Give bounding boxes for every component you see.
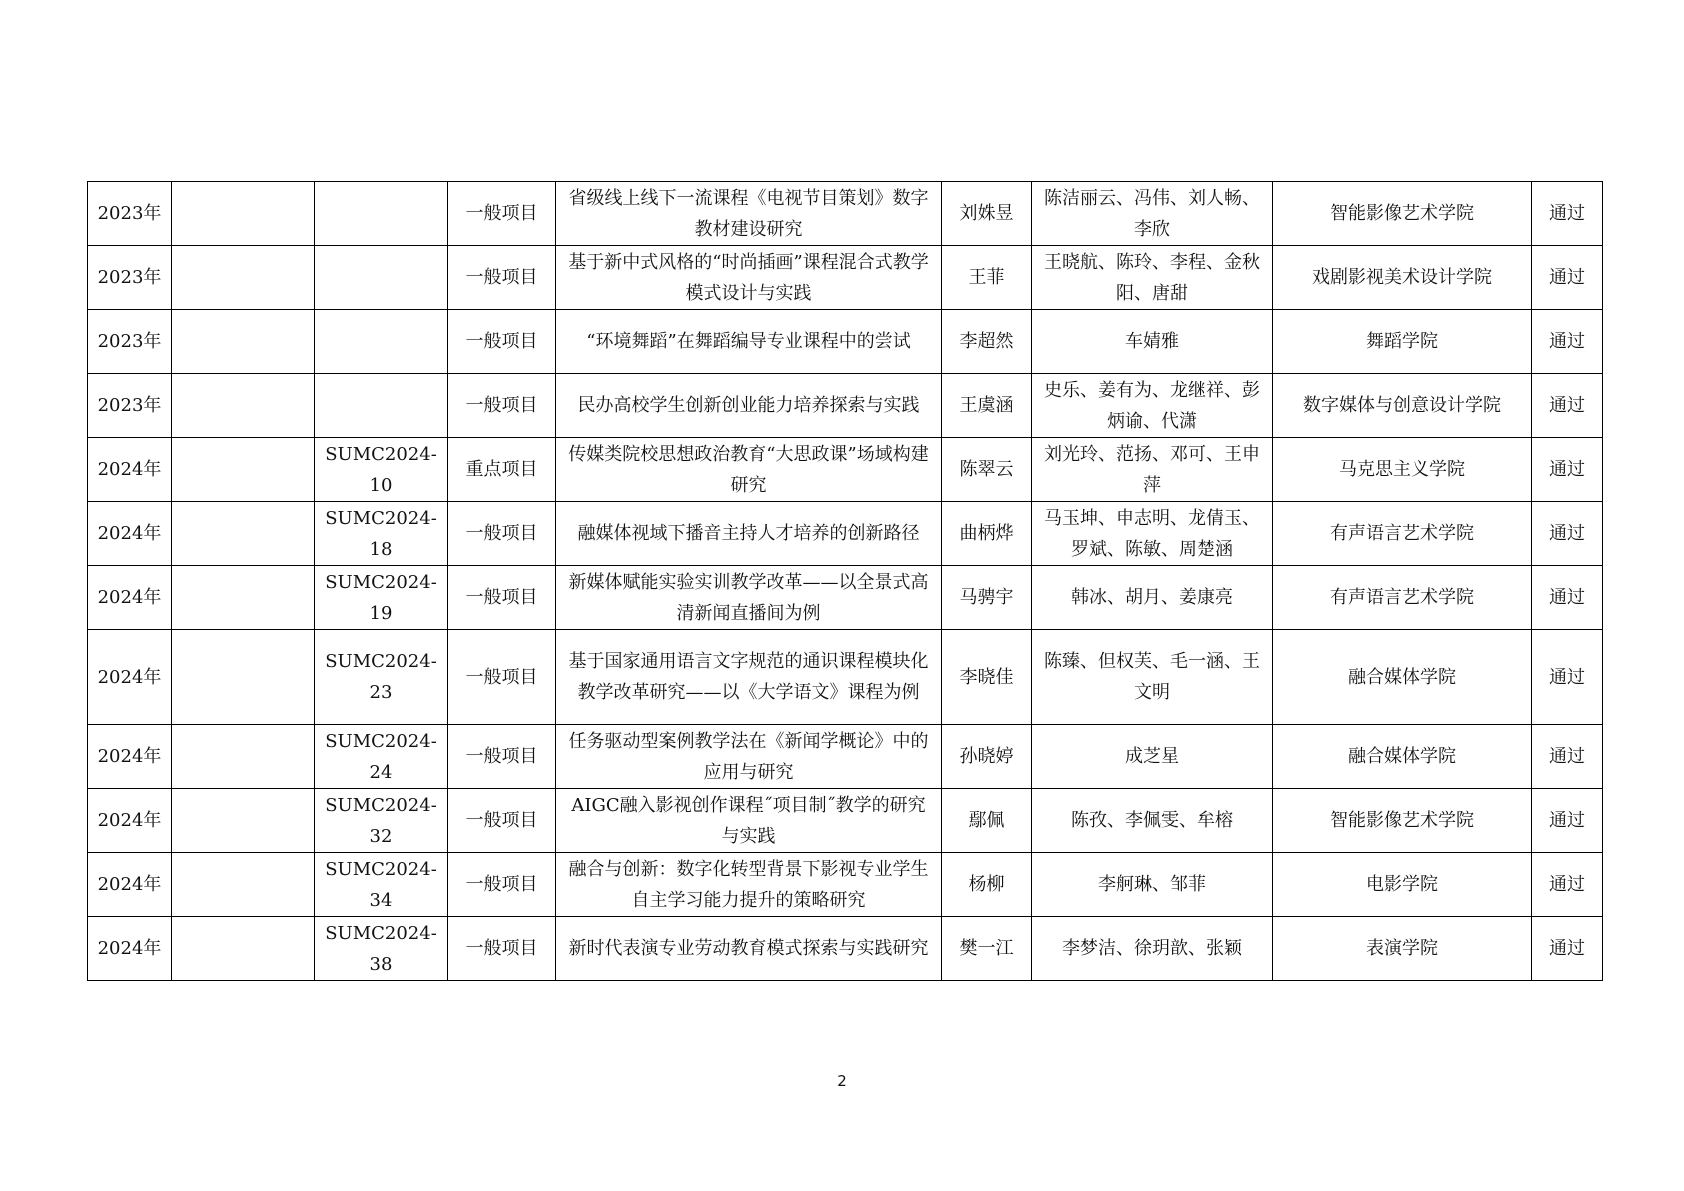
table-row bbox=[88, 182, 1603, 246]
year-cell: 2024年 bbox=[88, 502, 172, 566]
code-cell: SUMC2024-18 bbox=[315, 502, 448, 566]
title-cell: 融合与创新：数字化转型背景下影视专业学生自主学习能力提升的策略研究 bbox=[556, 853, 942, 917]
members-cell: 李舸琳、邹菲 bbox=[1032, 853, 1273, 917]
result-cell: 通过 bbox=[1532, 630, 1603, 725]
members-cell: 史乐、姜有为、龙继祥、彭炳谕、代潇 bbox=[1032, 374, 1273, 438]
title-cell: 任务驱动型案例教学法在《新闻学概论》中的应用与研究 bbox=[556, 725, 942, 789]
table-row bbox=[88, 853, 1603, 917]
table-row bbox=[88, 438, 1603, 502]
members-cell: 刘光玲、范扬、邓可、王申萍 bbox=[1032, 438, 1273, 502]
result-cell: 通过 bbox=[1532, 246, 1603, 310]
college-cell: 有声语言艺术学院 bbox=[1273, 502, 1532, 566]
year-cell: 2023年 bbox=[88, 246, 172, 310]
result-cell: 通过 bbox=[1532, 789, 1603, 853]
college-cell: 有声语言艺术学院 bbox=[1273, 566, 1532, 630]
college-cell: 智能影像艺术学院 bbox=[1273, 182, 1532, 246]
blank-cell bbox=[172, 725, 315, 789]
blank-cell bbox=[172, 374, 315, 438]
leader-cell: 孙晓婷 bbox=[942, 725, 1032, 789]
code-cell: SUMC2024-38 bbox=[315, 917, 448, 981]
college-cell: 表演学院 bbox=[1273, 917, 1532, 981]
members-cell: 王晓航、陈玲、李程、金秋阳、唐甜 bbox=[1032, 246, 1273, 310]
members-cell: 车婧雅 bbox=[1032, 310, 1273, 374]
leader-cell: 王虞涵 bbox=[942, 374, 1032, 438]
blank-cell bbox=[172, 566, 315, 630]
table-row bbox=[88, 310, 1603, 374]
code-cell: SUMC2024-10 bbox=[315, 438, 448, 502]
level-cell: 一般项目 bbox=[448, 566, 556, 630]
title-cell: 新媒体赋能实验实训教学改革——以全景式高清新闻直播间为例 bbox=[556, 566, 942, 630]
title-cell: 基于新中式风格的“时尚插画”课程混合式教学模式设计与实践 bbox=[556, 246, 942, 310]
code-cell bbox=[315, 246, 448, 310]
title-cell: 省级线上线下一流课程《电视节目策划》数字教材建设研究 bbox=[556, 182, 942, 246]
college-cell: 融合媒体学院 bbox=[1273, 725, 1532, 789]
title-cell: 新时代表演专业劳动教育模式探索与实践研究 bbox=[556, 917, 942, 981]
leader-cell: 曲柄烨 bbox=[942, 502, 1032, 566]
page-number: 2 bbox=[837, 1072, 847, 1090]
table-row bbox=[88, 566, 1603, 630]
code-cell bbox=[315, 374, 448, 438]
result-cell: 通过 bbox=[1532, 725, 1603, 789]
code-cell: SUMC2024-23 bbox=[315, 630, 448, 725]
result-cell: 通过 bbox=[1532, 438, 1603, 502]
result-cell: 通过 bbox=[1532, 374, 1603, 438]
level-cell: 一般项目 bbox=[448, 853, 556, 917]
table-row bbox=[88, 725, 1603, 789]
result-cell: 通过 bbox=[1532, 310, 1603, 374]
result-cell: 通过 bbox=[1532, 917, 1603, 981]
year-cell: 2024年 bbox=[88, 789, 172, 853]
members-cell: 韩冰、胡月、姜康亮 bbox=[1032, 566, 1273, 630]
table-body bbox=[88, 182, 1603, 981]
members-cell: 陈臻、但权芙、毛一涵、王文明 bbox=[1032, 630, 1273, 725]
blank-cell bbox=[172, 917, 315, 981]
year-cell: 2024年 bbox=[88, 917, 172, 981]
blank-cell bbox=[172, 853, 315, 917]
blank-cell bbox=[172, 438, 315, 502]
year-cell: 2024年 bbox=[88, 566, 172, 630]
table-row bbox=[88, 374, 1603, 438]
result-cell: 通过 bbox=[1532, 502, 1603, 566]
year-cell: 2024年 bbox=[88, 725, 172, 789]
leader-cell: 李晓佳 bbox=[942, 630, 1032, 725]
level-cell: 一般项目 bbox=[448, 374, 556, 438]
table-row bbox=[88, 502, 1603, 566]
code-cell: SUMC2024-19 bbox=[315, 566, 448, 630]
result-cell: 通过 bbox=[1532, 853, 1603, 917]
result-cell: 通过 bbox=[1532, 182, 1603, 246]
blank-cell bbox=[172, 182, 315, 246]
year-cell: 2023年 bbox=[88, 374, 172, 438]
blank-cell bbox=[172, 246, 315, 310]
code-cell bbox=[315, 310, 448, 374]
code-cell: SUMC2024-34 bbox=[315, 853, 448, 917]
year-cell: 2023年 bbox=[88, 182, 172, 246]
college-cell: 舞蹈学院 bbox=[1273, 310, 1532, 374]
year-cell: 2024年 bbox=[88, 630, 172, 725]
members-cell: 陈洁丽云、冯伟、刘人畅、李欣 bbox=[1032, 182, 1273, 246]
members-cell: 成芝星 bbox=[1032, 725, 1273, 789]
title-cell: AIGC融入影视创作课程˝项目制˝教学的研究与实践 bbox=[556, 789, 942, 853]
leader-cell: 鄢佩 bbox=[942, 789, 1032, 853]
college-cell: 电影学院 bbox=[1273, 853, 1532, 917]
title-cell: 民办高校学生创新创业能力培养探索与实践 bbox=[556, 374, 942, 438]
blank-cell bbox=[172, 310, 315, 374]
blank-cell bbox=[172, 630, 315, 725]
college-cell: 融合媒体学院 bbox=[1273, 630, 1532, 725]
leader-cell: 陈翠云 bbox=[942, 438, 1032, 502]
level-cell: 一般项目 bbox=[448, 630, 556, 725]
level-cell: 一般项目 bbox=[448, 310, 556, 374]
college-cell: 戏剧影视美术设计学院 bbox=[1273, 246, 1532, 310]
leader-cell: 王菲 bbox=[942, 246, 1032, 310]
leader-cell: 李超然 bbox=[942, 310, 1032, 374]
title-cell: “环境舞蹈”在舞蹈编导专业课程中的尝试 bbox=[556, 310, 942, 374]
members-cell: 陈孜、李佩雯、牟榕 bbox=[1032, 789, 1273, 853]
title-cell: 基于国家通用语言文字规范的通识课程模块化教学改革研究——以《大学语文》课程为例 bbox=[556, 630, 942, 725]
year-cell: 2023年 bbox=[88, 310, 172, 374]
level-cell: 一般项目 bbox=[448, 917, 556, 981]
members-cell: 马玉坤、申志明、龙倩玉、罗斌、陈敏、周楚涵 bbox=[1032, 502, 1273, 566]
leader-cell: 马骋宇 bbox=[942, 566, 1032, 630]
table-row bbox=[88, 630, 1603, 725]
level-cell: 一般项目 bbox=[448, 725, 556, 789]
level-cell: 一般项目 bbox=[448, 789, 556, 853]
code-cell: SUMC2024-32 bbox=[315, 789, 448, 853]
code-cell bbox=[315, 182, 448, 246]
project-table bbox=[87, 181, 1603, 981]
level-cell: 重点项目 bbox=[448, 438, 556, 502]
college-cell: 马克思主义学院 bbox=[1273, 438, 1532, 502]
college-cell: 智能影像艺术学院 bbox=[1273, 789, 1532, 853]
blank-cell bbox=[172, 502, 315, 566]
level-cell: 一般项目 bbox=[448, 502, 556, 566]
members-cell: 李梦洁、徐玥歆、张颖 bbox=[1032, 917, 1273, 981]
code-cell: SUMC2024-24 bbox=[315, 725, 448, 789]
level-cell: 一般项目 bbox=[448, 182, 556, 246]
leader-cell: 樊一江 bbox=[942, 917, 1032, 981]
title-cell: 传媒类院校思想政治教育“大思政课”场域构建研究 bbox=[556, 438, 942, 502]
table-row bbox=[88, 917, 1603, 981]
year-cell: 2024年 bbox=[88, 853, 172, 917]
college-cell: 数字媒体与创意设计学院 bbox=[1273, 374, 1532, 438]
blank-cell bbox=[172, 789, 315, 853]
year-cell: 2024年 bbox=[88, 438, 172, 502]
table-row bbox=[88, 246, 1603, 310]
leader-cell: 杨柳 bbox=[942, 853, 1032, 917]
table-row bbox=[88, 789, 1603, 853]
leader-cell: 刘姝昱 bbox=[942, 182, 1032, 246]
result-cell: 通过 bbox=[1532, 566, 1603, 630]
title-cell: 融媒体视域下播音主持人才培养的创新路径 bbox=[556, 502, 942, 566]
level-cell: 一般项目 bbox=[448, 246, 556, 310]
